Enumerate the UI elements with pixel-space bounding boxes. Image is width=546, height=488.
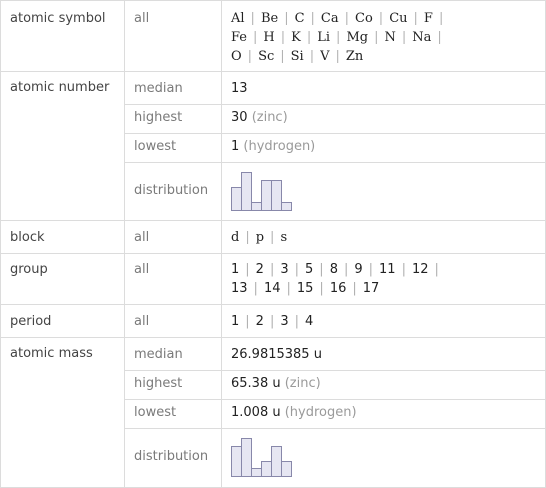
value-line <box>231 312 313 331</box>
value-list <box>231 312 313 331</box>
value-item: H <box>263 30 275 45</box>
separator: | <box>434 262 439 277</box>
value-item: 4 <box>305 314 314 329</box>
separator: | <box>336 30 341 45</box>
histogram-bar <box>272 181 282 211</box>
value-text: 13 <box>231 81 248 96</box>
value-list <box>231 260 445 298</box>
separator: | <box>284 11 289 26</box>
row-separator <box>0 253 546 254</box>
histogram-bar <box>232 188 242 211</box>
separator: | <box>368 262 374 277</box>
value-text: 26.9815385 u <box>231 347 322 362</box>
value-item: F <box>423 11 433 26</box>
highest-value <box>231 108 288 127</box>
value-line <box>231 260 445 279</box>
lowest-value <box>231 137 315 156</box>
value-item: 17 <box>362 281 380 296</box>
histogram-bar <box>232 447 242 477</box>
value-item: 12 <box>411 262 429 277</box>
separator: | <box>286 281 291 296</box>
subproperty-label: all <box>134 314 150 329</box>
value-item: Mg <box>346 30 369 45</box>
value-item: K <box>291 30 301 45</box>
property-label: group <box>10 262 48 277</box>
value-note: (zinc) <box>284 376 321 391</box>
subproperty-label: all <box>134 11 150 26</box>
value-item: Be <box>260 11 279 26</box>
value-item: 16 <box>329 281 347 296</box>
subproperty-label: distribution <box>134 183 209 198</box>
median-value <box>231 345 322 364</box>
row-separator <box>0 71 546 72</box>
value-item: 3 <box>280 314 289 329</box>
separator: | <box>245 230 250 245</box>
atomic-number-histogram <box>231 172 293 212</box>
value-item: Co <box>355 11 373 26</box>
value-text: 1.008 u <box>231 405 281 420</box>
property-label: atomic symbol <box>10 11 106 26</box>
separator: | <box>343 262 349 277</box>
subrow-separator <box>124 399 546 400</box>
median-value <box>231 79 248 98</box>
separator: | <box>378 11 384 26</box>
lowest-value <box>231 403 357 422</box>
value-item: Si <box>290 49 304 64</box>
separator: | <box>309 49 315 64</box>
value-list <box>231 228 287 247</box>
histogram-bar <box>262 462 272 477</box>
value-item: 1 <box>231 262 240 277</box>
value-note: (zinc) <box>251 110 288 125</box>
value-item: Al <box>231 11 245 26</box>
separator: | <box>294 262 300 277</box>
value-text: 65.38 u <box>231 376 281 391</box>
value-item: O <box>231 49 242 64</box>
value-list <box>231 9 449 66</box>
value-item: N <box>384 30 396 45</box>
separator: | <box>250 11 255 26</box>
histogram-svg <box>231 438 293 478</box>
subrow-separator <box>124 104 546 105</box>
value-text: 30 <box>231 110 248 125</box>
subproperty-label: lowest <box>134 139 177 154</box>
separator: | <box>247 49 253 64</box>
histogram-bar <box>242 439 252 477</box>
highest-value <box>231 374 321 393</box>
histogram-svg <box>231 172 293 212</box>
value-item: Zn <box>345 49 364 64</box>
separator: | <box>437 30 442 45</box>
separator: | <box>280 30 286 45</box>
separator: | <box>374 30 379 45</box>
separator: | <box>413 11 418 26</box>
subproperty-label: all <box>134 262 150 277</box>
separator: | <box>401 30 407 45</box>
separator: | <box>245 262 250 277</box>
subproperty-label: lowest <box>134 405 177 420</box>
subrow-separator <box>124 428 546 429</box>
value-item: 9 <box>354 262 363 277</box>
atomic-mass-histogram <box>231 438 293 478</box>
value-item: 3 <box>280 262 289 277</box>
separator: | <box>269 314 275 329</box>
value-item: 14 <box>263 281 281 296</box>
value-item: p <box>255 230 265 245</box>
subproperty-label: highest <box>134 110 183 125</box>
separator: | <box>245 314 250 329</box>
histogram-bar <box>242 173 252 211</box>
separator: | <box>294 314 300 329</box>
value-item: Li <box>317 30 331 45</box>
value-item: Fe <box>231 30 248 45</box>
subproperty-label: median <box>134 81 183 96</box>
value-item: C <box>294 11 305 26</box>
separator: | <box>310 11 315 26</box>
separator: | <box>352 281 357 296</box>
histogram-bar <box>282 203 292 211</box>
property-label: atomic mass <box>10 346 93 361</box>
row-separator <box>0 337 546 338</box>
separator: | <box>280 49 285 64</box>
subproperty-label: distribution <box>134 449 209 464</box>
separator: | <box>438 11 444 26</box>
row-separator <box>0 220 546 221</box>
value-line <box>231 228 287 247</box>
value-item: Cu <box>389 11 408 26</box>
histogram-bar <box>272 447 282 477</box>
property-label: block <box>10 230 45 245</box>
value-item: 2 <box>255 262 264 277</box>
value-item: Na <box>412 30 432 45</box>
separator: | <box>270 230 275 245</box>
value-item: 15 <box>296 281 314 296</box>
value-item: Ca <box>320 11 339 26</box>
separator: | <box>253 281 258 296</box>
property-label: atomic number <box>10 80 110 95</box>
value-line <box>231 28 449 47</box>
histogram-bar <box>262 181 272 211</box>
separator: | <box>319 281 324 296</box>
value-item: 5 <box>305 262 314 277</box>
property-label: period <box>10 314 52 329</box>
subrow-separator <box>124 370 546 371</box>
value-item: V <box>320 49 330 64</box>
value-line <box>231 279 445 298</box>
separator: | <box>269 262 275 277</box>
table-border-top <box>0 0 546 1</box>
subproperty-label: median <box>134 347 183 362</box>
separator: | <box>335 49 340 64</box>
value-note: (hydrogen) <box>243 139 316 154</box>
column-divider-2 <box>221 0 222 488</box>
value-line <box>231 47 449 66</box>
value-item: 1 <box>231 314 240 329</box>
separator: | <box>306 30 312 45</box>
separator: | <box>253 30 258 45</box>
column-divider-1 <box>124 0 125 488</box>
histogram-bar <box>282 462 292 477</box>
subproperty-label: all <box>134 230 150 245</box>
value-note: (hydrogen) <box>284 405 357 420</box>
value-item: 13 <box>231 281 248 296</box>
value-line <box>231 9 449 28</box>
separator: | <box>401 262 406 277</box>
histogram-bar <box>252 469 262 477</box>
separator: | <box>319 262 324 277</box>
histogram-bar <box>252 203 262 211</box>
value-item: d <box>231 230 240 245</box>
separator: | <box>344 11 350 26</box>
subrow-separator <box>124 162 546 163</box>
row-separator <box>0 304 546 305</box>
subproperty-label: highest <box>134 376 183 391</box>
subrow-separator <box>124 133 546 134</box>
value-text: 1 <box>231 139 240 154</box>
value-item: 2 <box>255 314 264 329</box>
value-item: 11 <box>379 262 396 277</box>
table-border-left <box>0 0 1 488</box>
value-item: s <box>280 230 288 245</box>
value-item: 8 <box>329 262 338 277</box>
value-item: Sc <box>258 49 275 64</box>
